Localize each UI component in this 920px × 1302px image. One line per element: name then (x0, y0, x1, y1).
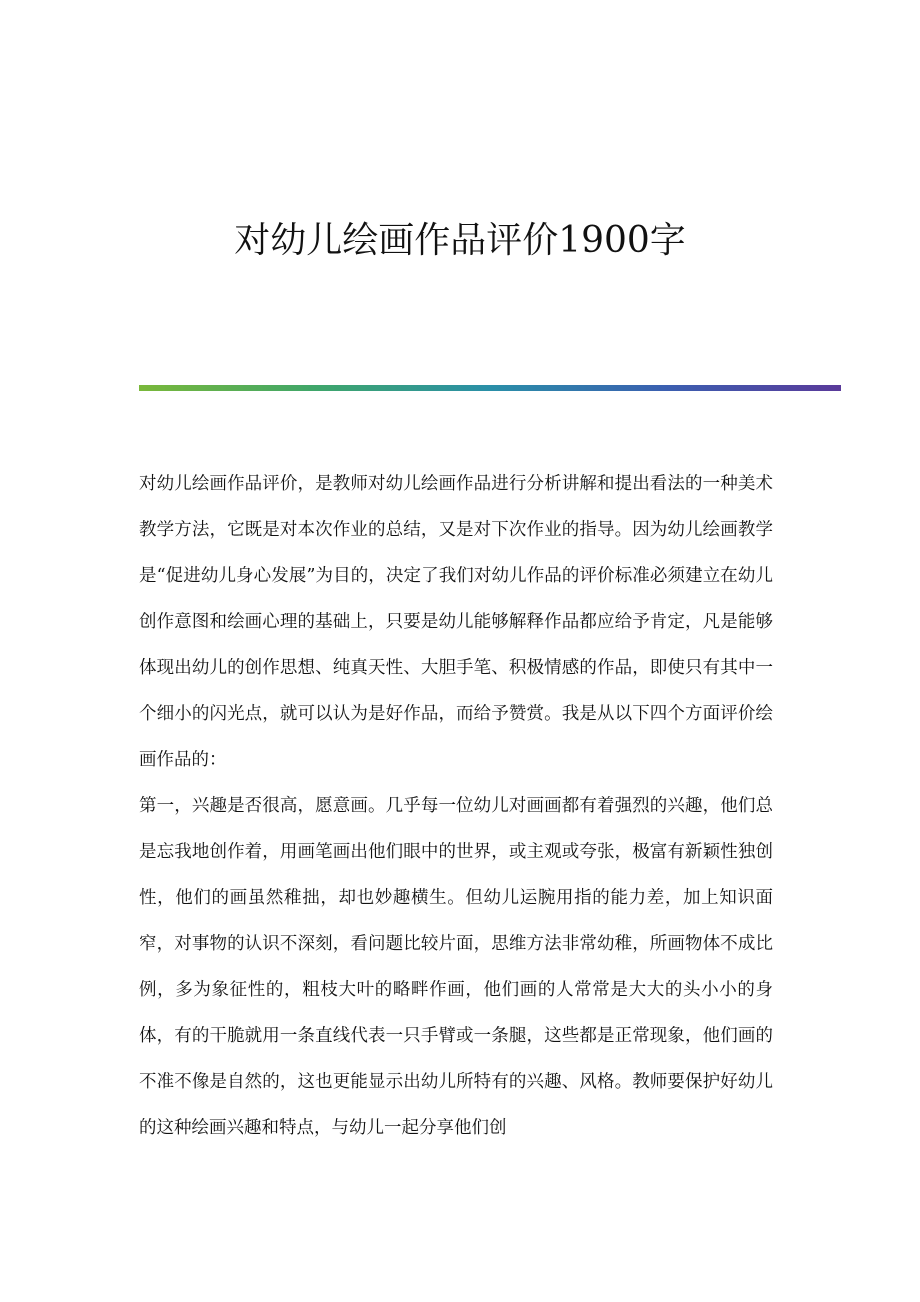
document-body (139, 461, 773, 1151)
document-title: 对幼儿绘画作品评价1900字 (234, 220, 686, 261)
paragraph-first-point: 第一，兴趣是否很高，愿意画。几乎每一位幼儿对画画都有着强烈的兴趣，他们总是忘我地创作着，用画笔画出他们眼中的世界，或主观或夸张，极富有新颖性独创性，他们的画虽然稚拙，却也妙趣横生。但幼儿运腕用指的能力差，加上知识面窄，对事物的认识不深刻，看问题比较片面，思维方法非常幼稚，所画物体不成比例，多为象征性的，粗枝大叶的略畔作画，他们画的人常常是大大的头小小的身体，有的干脆就用一条直线代表一只手臂或一条腿，这些都是正常现象，他们画的不准不像是自然的，这也更能显示出幼儿所特有的兴趣、风格。教师要保护好幼儿的这种绘画兴趣和特点，与幼儿一起分享他们创 (139, 796, 773, 1138)
gradient-divider (139, 385, 841, 391)
paragraph-intro: 对幼儿绘画作品评价，是教师对幼儿绘画作品进行分析讲解和提出看法的一种美术教学方法，它既是对本次作业的总结，又是对下次作业的指导。因为幼儿绘画教学是“促进幼儿身心发展”为目的，决定了我们对幼儿作品的评价标准必须建立在幼儿创作意图和绘画心理的基础上，只要是幼儿能够解释作品都应给予肯定，凡是能够体现出幼儿的创作思想、纯真天性、大胆手笔、积极情感的作品，即使只有其中一个细小的闪光点，就可以认为是好作品，而给予赞赏。我是从以下四个方面评价绘画作品的： (139, 474, 773, 770)
